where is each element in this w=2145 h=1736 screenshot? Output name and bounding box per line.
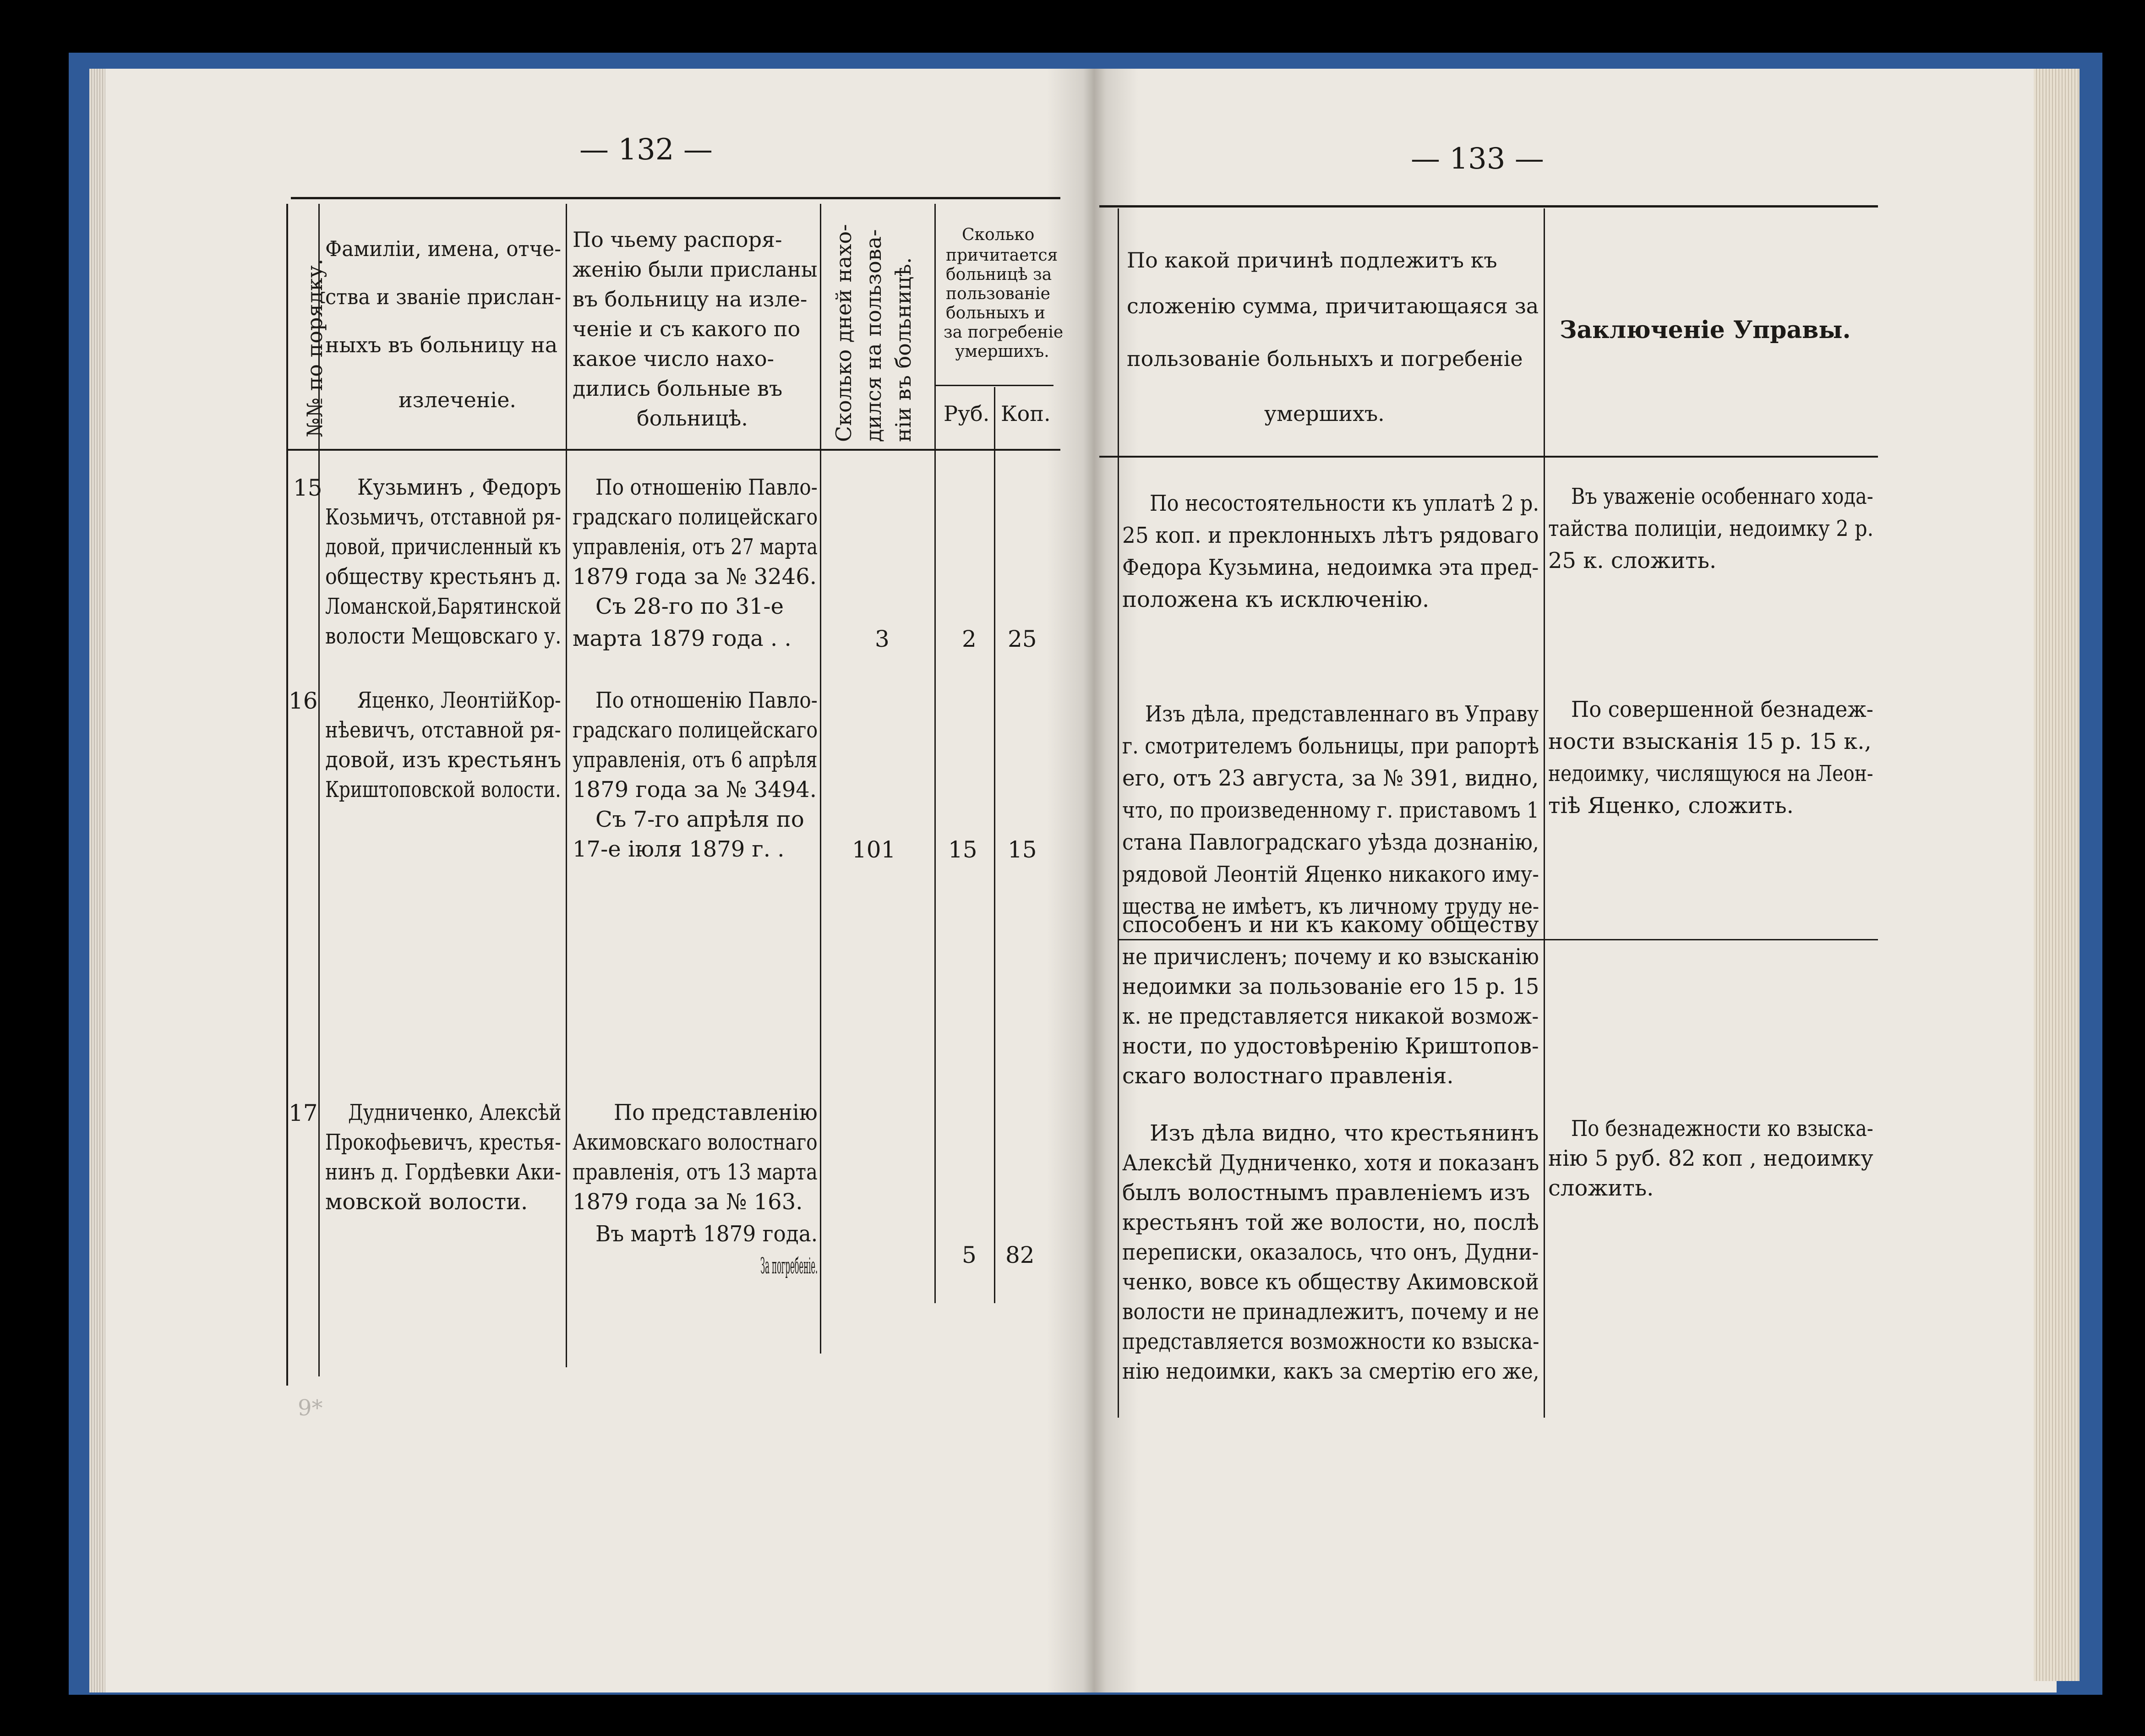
row-15-order-4: 1879 года за № 3246. <box>573 564 817 590</box>
left-table-header-rule <box>286 449 1060 451</box>
right-col-rule-2 <box>1544 208 1545 1418</box>
reason-3-line-2: Алексѣй Дудниченко, хотя и показанъ <box>1122 1150 1539 1176</box>
left-col-rule-2 <box>566 204 567 1367</box>
row-15-name-3: довой, причисленный къ <box>325 534 561 560</box>
row-17-rub: 5 <box>962 1242 977 1268</box>
row-17-order-6: За погребеніе. <box>760 1253 818 1279</box>
header-order-1: По чьему распоря- <box>573 227 782 252</box>
reason-2-line-8: способенъ и ни къ какому обществу <box>1122 912 1539 938</box>
header-order-7: больницѣ. <box>637 406 748 431</box>
header-due-7: умершихъ. <box>955 342 1049 361</box>
header-order-5: какое число нахо- <box>573 346 775 371</box>
row-15-name-6: волости Мещовскаго у. <box>325 623 562 649</box>
header-order-6: дились больные въ <box>573 376 783 401</box>
header-due-1: Сколько <box>962 225 1035 244</box>
decision-1-line-1: Въ уваженіе особеннаго хода- <box>1571 484 1873 509</box>
row-17-order-4: 1879 года за № 163. <box>573 1189 803 1215</box>
header-due-5: больныхъ и <box>946 304 1046 322</box>
header-reason-1: По какой причинѣ подлежитъ къ <box>1127 248 1497 273</box>
left-page-edges <box>89 69 105 1692</box>
reason-1-line-2: 25 коп. и преклонныхъ лѣтъ рядоваго <box>1122 523 1539 548</box>
reason-3-line-1: Изъ дѣла видно, что крестьянинъ <box>1150 1120 1539 1146</box>
reason-1-line-4: положена къ исключенію. <box>1122 587 1430 612</box>
row-16-name-4: Криштоповской волости. <box>325 777 561 802</box>
header-days-3: ніи въ больницѣ. <box>891 257 916 442</box>
row-16-order-2: градскаго полицейскаго <box>573 717 818 743</box>
left-col-rule-3 <box>820 204 821 1354</box>
header-reason-2: сложенію сумма, причитающаяся за <box>1127 294 1539 318</box>
left-table-top-rule <box>291 197 1060 199</box>
reason-3-line-6: ченко, вовсе къ обществу Акимовской <box>1122 1269 1539 1295</box>
row-16-order-1: По отношенію Павло- <box>595 688 818 713</box>
decision-3-line-1: По безнадежности ко взыска- <box>1571 1116 1873 1141</box>
reason-1-line-1: По несостоятельности къ уплатѣ 2 р. <box>1150 491 1539 516</box>
header-order-2: женію были присланы <box>573 257 818 282</box>
decision-3-line-3: сложить. <box>1548 1175 1654 1201</box>
reason-2-line-12: ности, по удостовѣренію Криштопов- <box>1122 1033 1539 1059</box>
row-16-order-3: управленія, отъ 6 апрѣля <box>573 747 818 773</box>
header-rub: Руб. <box>944 401 990 426</box>
row-17-order-3: правленія, отъ 13 марта <box>573 1159 818 1185</box>
row-15-order-2: градскаго полицейскаго <box>573 504 818 530</box>
decision-3-line-2: нію 5 руб. 82 коп , недоимку <box>1548 1146 1873 1171</box>
row-17-kop: 82 <box>1005 1242 1035 1268</box>
row-15-days: 3 <box>875 626 890 652</box>
row-17-order-2: Акимовскаго волостнаго <box>573 1130 818 1155</box>
header-kop: Коп. <box>1001 401 1051 426</box>
page-number-right: — 133 — <box>1411 142 1544 176</box>
row-15-kop: 25 <box>1008 626 1037 652</box>
reason-1-line-3: Федора Кузьмина, недоимка эта пред- <box>1122 555 1539 580</box>
reason-2-line-1: Изъ дѣла, представленнаго въ Управу <box>1145 701 1539 727</box>
row-17-name-3: нинъ д. Гордѣевки Аки- <box>325 1159 562 1185</box>
row-16-num: 16 <box>289 688 318 714</box>
reason-2-line-13: скаго волостнаго правленія. <box>1122 1063 1454 1089</box>
decision-1-line-3: 25 к. сложить. <box>1548 548 1717 573</box>
row-16-kop: 15 <box>1008 836 1037 863</box>
header-days-2: дился на пользова- <box>861 229 886 442</box>
header-due-6: за погребеніе <box>944 323 1064 342</box>
reason-3-line-5: переписки, оказалось, что онъ, Дудни- <box>1122 1239 1539 1265</box>
row-16-order-4: 1879 года за № 3494. <box>573 777 817 802</box>
row-15-name-1: Кузьминъ , Федоръ <box>357 475 562 500</box>
row-15-name-2: Козьмичъ, отставной ря- <box>325 504 562 530</box>
header-order-3: въ больницу на изле- <box>573 287 808 311</box>
header-due-3: больницѣ за <box>946 265 1052 284</box>
row-17-name-2: Прокофьевичъ, крестья- <box>325 1130 561 1155</box>
footer-mark: 9* <box>298 1395 323 1421</box>
reason-2-line-6: рядовой Леонтій Яценко никакого иму- <box>1122 862 1539 887</box>
row-17-name-4: мовской волости. <box>325 1189 528 1215</box>
right-page-edges <box>2034 69 2080 1681</box>
reason-3-line-7: волости не принадлежитъ, почему и не <box>1122 1299 1539 1325</box>
header-due-2: причитается <box>946 246 1058 265</box>
reason-3-line-8: представляется возможности ко взыска- <box>1122 1329 1539 1354</box>
reason-2-line-11: к. не представляется никакой возмож- <box>1122 1004 1539 1029</box>
header-names-3: ныхъ въ больницу на <box>325 333 558 357</box>
row-15-num: 15 <box>293 475 322 501</box>
header-names-1: Фамиліи, имена, отче- <box>325 236 561 261</box>
row-16-name-2: нѣевичъ, отставной ря- <box>325 717 561 743</box>
header-days-1: Сколько дней нахо- <box>831 224 856 442</box>
row-16-days: 101 <box>852 836 896 863</box>
reason-2-line-9: не причисленъ; почему и ко взысканію <box>1122 944 1539 970</box>
header-names-2: ства и званіе прислан- <box>325 284 562 309</box>
row-16-order-5: Съ 7-го апрѣля по <box>595 807 804 832</box>
right-col-rule-1 <box>1118 208 1119 1418</box>
header-due-4: пользованіе <box>946 284 1050 303</box>
row-17-num: 17 <box>289 1100 318 1126</box>
reason-2-line-3: его, отъ 23 августа, за № 391, видно, <box>1122 765 1539 791</box>
row-17-order-1: По представленію <box>614 1100 818 1125</box>
reason-2-line-10: недоимки за пользованіе его 15 р. 15 <box>1122 974 1539 999</box>
header-reason-3: пользованіе больныхъ и погребеніе <box>1127 346 1523 371</box>
page-number-left: — 132 — <box>579 133 713 167</box>
right-table-header-rule <box>1099 456 1878 458</box>
row-16-name-1: Яценко, ЛеонтійКор- <box>357 688 561 713</box>
right-table-top-rule <box>1099 205 1878 207</box>
reason-2-line-2: г. смотрителемъ больницы, при рапортѣ <box>1122 733 1539 759</box>
row-15-rub: 2 <box>962 626 977 652</box>
row-16-name-3: довой, изъ крестьянъ <box>325 747 562 773</box>
row-15-name-4: обществу крестьянъ д. <box>325 564 562 590</box>
row-16-rub: 15 <box>948 836 977 863</box>
reason-2-line-7: щества не имѣетъ, къ личному труду не- <box>1122 894 1539 919</box>
decision-2-line-4: тіѣ Яценко, сложить. <box>1548 793 1794 819</box>
left-due-split-rule <box>934 385 1053 386</box>
row-17-order-5: Въ мартѣ 1879 года. <box>595 1221 818 1247</box>
decision-2-line-1: По совершенной безнадеж- <box>1571 697 1873 722</box>
reason-2-line-4: что, по произведенному г. приставомъ 1 <box>1122 797 1539 823</box>
left-col-rule-4 <box>934 204 936 1303</box>
reason-3-line-3: былъ волостнымъ правленіемъ изъ <box>1122 1180 1530 1206</box>
header-decision: Заключеніе Управы. <box>1560 316 1851 344</box>
row-15-order-1: По отношенію Павло- <box>595 475 818 500</box>
row-17-name-1: Дудниченко, Алексѣй <box>348 1100 562 1125</box>
right-row-rule <box>1118 939 1878 940</box>
decision-2-line-3: недоимку, числящуюся на Леон- <box>1548 761 1873 786</box>
row-15-name-5: Ломанской,Барятинской <box>325 594 562 619</box>
decision-1-line-2: тайства полиціи, недоимку 2 р. <box>1548 516 1874 541</box>
decision-2-line-2: ности взысканія 15 р. 15 к., <box>1548 729 1872 754</box>
reason-2-line-5: стана Павлоградскаго уѣзда дознанію, <box>1122 830 1539 855</box>
reason-3-line-4: крестьянъ той же волости, но, послѣ <box>1122 1210 1539 1235</box>
reason-3-line-9: нію недоимки, какъ за смертію его же, <box>1122 1359 1539 1384</box>
header-order-4: ченіе и съ какого по <box>573 317 801 341</box>
header-num: №№ по порядку. <box>302 258 327 437</box>
left-col-rule-5 <box>994 387 995 1303</box>
row-15-order-3: управленія, отъ 27 марта <box>573 534 818 560</box>
row-15-order-5: Съ 28-го по 31-е <box>595 594 784 619</box>
row-15-order-6: марта 1879 года . . <box>573 626 791 651</box>
header-names-4: излеченіе. <box>398 388 517 412</box>
header-reason-4: умершихъ. <box>1264 401 1385 426</box>
left-table-edge <box>286 204 288 1386</box>
row-16-order-6: 17-е іюля 1879 г. . <box>573 836 785 862</box>
